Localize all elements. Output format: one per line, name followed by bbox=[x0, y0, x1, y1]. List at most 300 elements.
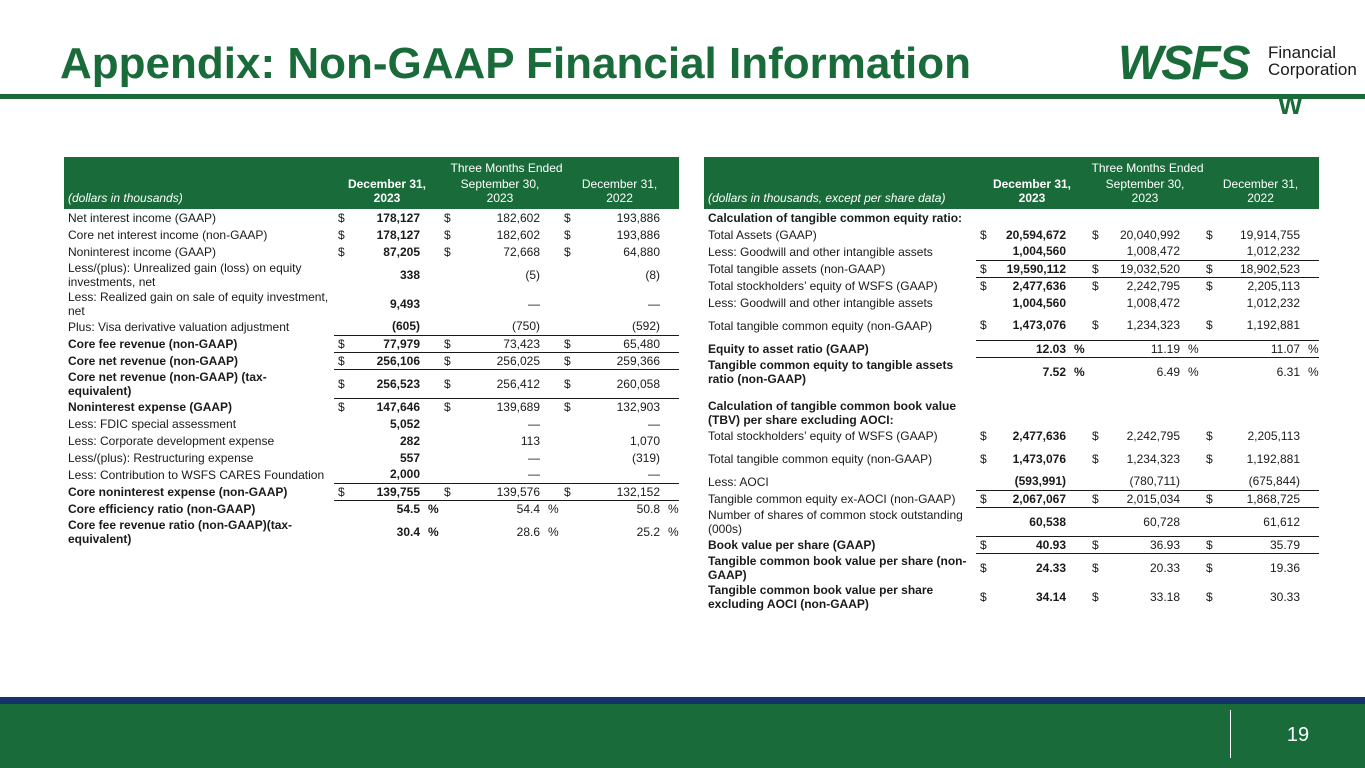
row-value: 139,755 bbox=[346, 483, 424, 500]
percent-sign bbox=[1304, 260, 1319, 277]
percent-sign bbox=[1184, 582, 1202, 611]
row-value: 19,914,755 bbox=[1239, 227, 1300, 242]
percent-sign bbox=[544, 352, 560, 369]
row-value: 182,602 bbox=[496, 210, 540, 225]
currency-symbol: $ bbox=[1202, 277, 1214, 294]
currency-symbol bbox=[334, 517, 346, 546]
row-value: 33.18 bbox=[1149, 589, 1180, 604]
row-value: 1,473,076 bbox=[1012, 318, 1066, 333]
table-row bbox=[704, 536, 1319, 553]
percent-sign bbox=[544, 226, 560, 243]
row-value: 132,903 bbox=[572, 398, 664, 415]
currency-symbol: $ bbox=[1202, 536, 1214, 553]
table-row bbox=[64, 369, 679, 398]
percent-sign bbox=[1184, 226, 1202, 243]
row-value: 338 bbox=[399, 267, 420, 282]
currency-symbol bbox=[440, 260, 452, 289]
currency-symbol bbox=[1202, 294, 1214, 311]
currency-symbol: $ bbox=[1088, 553, 1100, 582]
row-value: (5) bbox=[525, 267, 540, 282]
percent-sign bbox=[1070, 427, 1088, 444]
currency-symbol bbox=[976, 243, 988, 260]
row-label: Total tangible assets (non-GAAP) bbox=[708, 261, 886, 276]
column-header: December 31, 2023 bbox=[334, 175, 440, 209]
row-label: Less: Contribution to WSFS CARES Foundation bbox=[68, 467, 325, 482]
row-value: — bbox=[528, 416, 540, 431]
section-heading: Calculation of tangible common equity ratio: bbox=[708, 210, 963, 225]
currency-symbol: $ bbox=[560, 483, 572, 500]
row-value: (593,991) bbox=[1014, 474, 1066, 489]
currency-symbol: $ bbox=[1092, 428, 1099, 443]
percent-sign bbox=[1184, 490, 1202, 507]
percent-sign: % bbox=[1304, 357, 1319, 386]
row-value: 178,127 bbox=[376, 210, 420, 225]
currency-symbol bbox=[440, 449, 452, 466]
percent-sign bbox=[544, 449, 560, 466]
percent-sign bbox=[1070, 536, 1088, 553]
currency-symbol bbox=[976, 473, 988, 490]
row-label: Equity to asset ratio (GAAP) bbox=[708, 341, 869, 356]
row-label: Core efficiency ratio (non-GAAP) bbox=[68, 501, 256, 516]
row-value: — bbox=[528, 450, 540, 465]
currency-symbol: $ bbox=[338, 210, 345, 225]
currency-symbol: $ bbox=[560, 369, 572, 398]
percent-sign bbox=[1304, 294, 1319, 311]
percent-sign bbox=[424, 432, 440, 449]
column-header: December 31, 2022 bbox=[1202, 175, 1319, 209]
table-row bbox=[704, 490, 1319, 507]
row-label: Total Assets (GAAP) bbox=[708, 227, 817, 242]
currency-symbol: $ bbox=[1088, 490, 1100, 507]
row-value: 20.33 bbox=[1100, 553, 1184, 582]
currency-symbol bbox=[334, 289, 346, 318]
currency-symbol bbox=[440, 500, 452, 517]
logo-w-icon: W bbox=[1278, 90, 1303, 120]
row-value: 193,886 bbox=[616, 210, 660, 225]
currency-symbol: $ bbox=[1092, 589, 1099, 604]
percent-sign bbox=[664, 466, 679, 483]
row-value: 1,473,076 bbox=[1012, 451, 1066, 466]
row-value: 113 bbox=[520, 433, 540, 448]
percent-sign: % bbox=[548, 524, 559, 539]
currency-symbol: $ bbox=[444, 244, 451, 259]
percent-sign bbox=[424, 335, 440, 352]
currency-symbol bbox=[560, 500, 572, 517]
row-value: — bbox=[528, 296, 540, 311]
row-label: Core net interest income (non-GAAP) bbox=[68, 227, 268, 242]
table-row bbox=[704, 226, 1319, 243]
percent-sign: % bbox=[1070, 357, 1088, 386]
row-label: Total stockholders’ equity of WSFS (GAAP) bbox=[708, 428, 938, 443]
currency-symbol: $ bbox=[976, 536, 988, 553]
table-row bbox=[64, 243, 679, 260]
row-value: 1,004,560 bbox=[1012, 244, 1066, 259]
percent-sign bbox=[1184, 444, 1202, 473]
currency-symbol: $ bbox=[980, 451, 987, 466]
currency-symbol bbox=[334, 415, 346, 432]
percent-sign bbox=[1184, 311, 1202, 340]
table-row bbox=[704, 311, 1319, 340]
row-label: Tangible common equity ex-AOCI (non-GAAP) bbox=[708, 491, 956, 506]
row-value: 64,880 bbox=[623, 244, 660, 259]
currency-symbol: $ bbox=[980, 227, 987, 242]
percent-sign bbox=[424, 243, 440, 260]
row-value: 2,205,113 bbox=[1247, 428, 1300, 443]
row-label: Total stockholders’ equity of WSFS (GAAP) bbox=[708, 278, 938, 293]
currency-symbol: $ bbox=[334, 352, 346, 369]
currency-symbol: $ bbox=[980, 589, 987, 604]
percent-sign bbox=[424, 289, 440, 318]
percent-sign bbox=[1184, 507, 1202, 536]
row-label: Number of shares of common stock outstanding (000s) bbox=[708, 507, 963, 536]
currency-symbol: $ bbox=[1088, 277, 1100, 294]
row-value: 40.93 bbox=[988, 536, 1070, 553]
row-value: 73,423 bbox=[452, 335, 544, 352]
super-header: Three Months Ended bbox=[334, 157, 679, 175]
percent-sign bbox=[544, 335, 560, 352]
percent-sign bbox=[424, 398, 440, 415]
percent-sign bbox=[1070, 277, 1088, 294]
row-label: Tangible common book value per share (non-GAAP) bbox=[708, 553, 967, 582]
currency-symbol bbox=[1088, 294, 1100, 311]
row-value: 256,106 bbox=[346, 352, 424, 369]
currency-symbol: $ bbox=[564, 227, 571, 242]
row-value: 60,538 bbox=[988, 507, 1070, 536]
tangible-equity-table bbox=[704, 157, 1319, 611]
currency-symbol bbox=[440, 415, 452, 432]
footer-divider bbox=[1230, 710, 1231, 758]
currency-symbol bbox=[1202, 243, 1214, 260]
row-value: (592) bbox=[631, 319, 660, 334]
row-value: 256,412 bbox=[452, 369, 544, 398]
percent-sign bbox=[1184, 427, 1202, 444]
currency-symbol bbox=[1088, 473, 1100, 490]
row-label: Less: AOCI bbox=[708, 474, 769, 489]
row-label: Core net revenue (non-GAAP) (tax-equivalent) bbox=[68, 369, 267, 398]
row-value: 2,242,795 bbox=[1100, 277, 1184, 294]
currency-symbol bbox=[560, 289, 572, 318]
percent-sign: % bbox=[664, 500, 679, 517]
currency-symbol bbox=[1088, 340, 1100, 357]
row-value: 65,480 bbox=[572, 335, 664, 352]
logo-line1: Financial bbox=[1268, 43, 1337, 62]
percent-sign bbox=[1184, 294, 1202, 311]
currency-symbol: $ bbox=[1092, 227, 1099, 242]
table-row bbox=[64, 289, 679, 318]
column-header: December 31, 2023 bbox=[976, 175, 1088, 209]
percent-sign bbox=[424, 369, 440, 398]
row-label: Less: Realized gain on sale of equity investment, net bbox=[68, 289, 329, 318]
row-label: Less: Goodwill and other intangible assets bbox=[708, 244, 933, 259]
percent-sign bbox=[544, 415, 560, 432]
row-label: Tangible common equity to tangible assets ratio (non-GAAP) bbox=[708, 357, 954, 386]
row-value: 11.19 bbox=[1100, 340, 1184, 357]
percent-sign bbox=[1304, 553, 1319, 582]
row-label: Total tangible common equity (non-GAAP) bbox=[708, 318, 933, 333]
percent-sign bbox=[544, 369, 560, 398]
table-row bbox=[704, 553, 1319, 582]
currency-symbol: $ bbox=[564, 244, 571, 259]
row-value: 19,032,520 bbox=[1100, 260, 1184, 277]
row-label: Core fee revenue (non-GAAP) bbox=[68, 336, 238, 351]
table-row bbox=[704, 427, 1319, 444]
percent-sign bbox=[1070, 553, 1088, 582]
row-value: (780,711) bbox=[1129, 474, 1180, 489]
currency-symbol bbox=[976, 340, 988, 357]
currency-symbol bbox=[1202, 357, 1214, 386]
footer bbox=[0, 704, 1365, 768]
currency-symbol: $ bbox=[1206, 318, 1213, 333]
row-value: 1,070 bbox=[629, 433, 660, 448]
percent-sign bbox=[544, 318, 560, 335]
footer-band bbox=[0, 697, 1365, 704]
currency-symbol: $ bbox=[444, 210, 451, 225]
row-value: 2,477,636 bbox=[1012, 428, 1066, 443]
row-value: 35.79 bbox=[1214, 536, 1304, 553]
row-value: 61,612 bbox=[1214, 507, 1304, 536]
currency-symbol: $ bbox=[976, 277, 988, 294]
percent-sign bbox=[664, 260, 679, 289]
currency-symbol bbox=[1088, 357, 1100, 386]
currency-symbol: $ bbox=[334, 335, 346, 352]
currency-symbol bbox=[560, 517, 572, 546]
row-value: 557 bbox=[399, 450, 420, 465]
percent-sign bbox=[664, 335, 679, 352]
currency-symbol: $ bbox=[334, 398, 346, 415]
currency-symbol bbox=[1088, 243, 1100, 260]
row-value: (675,844) bbox=[1248, 474, 1300, 489]
section-heading-row bbox=[704, 398, 1319, 427]
currency-symbol: $ bbox=[976, 553, 988, 582]
percent-sign bbox=[424, 466, 440, 483]
currency-symbol: $ bbox=[440, 369, 452, 398]
percent-sign bbox=[1070, 260, 1088, 277]
currency-symbol: $ bbox=[976, 490, 988, 507]
page-number: 19 bbox=[1286, 724, 1310, 746]
percent-sign bbox=[664, 226, 679, 243]
table-row bbox=[704, 507, 1319, 536]
row-label: Noninterest expense (GAAP) bbox=[68, 399, 233, 414]
row-value: 2,205,113 bbox=[1214, 277, 1304, 294]
percent-sign bbox=[664, 318, 679, 335]
percent-sign bbox=[1304, 536, 1319, 553]
percent-sign bbox=[1304, 277, 1319, 294]
row-value: (319) bbox=[631, 450, 660, 465]
percent-sign bbox=[424, 209, 440, 226]
row-value: 256,025 bbox=[452, 352, 544, 369]
row-value: 2,477,636 bbox=[988, 277, 1070, 294]
row-label: Noninterest income (GAAP) bbox=[68, 244, 217, 259]
percent-sign bbox=[1070, 243, 1088, 260]
row-value: 1,868,725 bbox=[1214, 490, 1304, 507]
percent-sign bbox=[1304, 507, 1319, 536]
wsfs-logo bbox=[1118, 37, 1357, 120]
percent-sign: % bbox=[1304, 340, 1319, 357]
table-row bbox=[64, 500, 679, 517]
percent-sign bbox=[424, 318, 440, 335]
row-value: 259,366 bbox=[572, 352, 664, 369]
currency-symbol bbox=[334, 318, 346, 335]
currency-symbol: $ bbox=[1088, 536, 1100, 553]
row-value: — bbox=[528, 467, 540, 482]
row-label: Less: Goodwill and other intangible assets bbox=[708, 295, 933, 310]
currency-symbol: $ bbox=[1206, 451, 1213, 466]
currency-symbol bbox=[1202, 473, 1214, 490]
percent-sign bbox=[544, 398, 560, 415]
row-value: 178,127 bbox=[376, 227, 420, 242]
percent-sign bbox=[664, 415, 679, 432]
currency-symbol bbox=[440, 466, 452, 483]
table-row bbox=[704, 243, 1319, 260]
table-row bbox=[704, 444, 1319, 473]
row-value: 36.93 bbox=[1100, 536, 1184, 553]
percent-sign: % bbox=[1070, 340, 1088, 357]
currency-symbol: $ bbox=[564, 210, 571, 225]
row-value: 25.2 bbox=[636, 524, 660, 539]
row-value: 24.33 bbox=[988, 553, 1070, 582]
section-heading-row bbox=[704, 209, 1319, 226]
table-row bbox=[704, 277, 1319, 294]
row-value: 11.07 bbox=[1214, 340, 1304, 357]
percent-sign bbox=[1070, 473, 1088, 490]
percent-sign bbox=[424, 352, 440, 369]
row-value: 18,902,523 bbox=[1214, 260, 1304, 277]
row-value: 19.36 bbox=[1214, 553, 1304, 582]
currency-symbol: $ bbox=[1202, 553, 1214, 582]
percent-sign bbox=[664, 369, 679, 398]
currency-symbol: $ bbox=[440, 398, 452, 415]
row-label: Plus: Visa derivative valuation adjustment bbox=[68, 319, 290, 334]
percent-sign bbox=[1304, 444, 1319, 473]
row-value: 7.52 bbox=[988, 357, 1070, 386]
row-value: 2,015,034 bbox=[1100, 490, 1184, 507]
row-value: 28.6 bbox=[516, 524, 540, 539]
percent-sign bbox=[544, 243, 560, 260]
row-value: 139,689 bbox=[452, 398, 544, 415]
row-value: 260,058 bbox=[572, 369, 664, 398]
logo-line2: Corporation bbox=[1268, 60, 1357, 79]
currency-symbol bbox=[560, 318, 572, 335]
currency-symbol bbox=[560, 449, 572, 466]
percent-sign bbox=[424, 415, 440, 432]
row-value: 1,234,323 bbox=[1126, 318, 1180, 333]
percent-sign bbox=[544, 260, 560, 289]
table-row bbox=[64, 483, 679, 500]
percent-sign bbox=[1070, 311, 1088, 340]
label-header: (dollars in thousands) bbox=[64, 175, 334, 209]
percent-sign bbox=[664, 243, 679, 260]
row-label: Less/(plus): Restructuring expense bbox=[68, 450, 254, 465]
currency-symbol: $ bbox=[560, 352, 572, 369]
percent-sign bbox=[664, 289, 679, 318]
percent-sign bbox=[544, 209, 560, 226]
row-label: Net interest income (GAAP) bbox=[68, 210, 217, 225]
row-value: 54.5 bbox=[346, 500, 424, 517]
table-row bbox=[64, 466, 679, 483]
column-header: September 30, 2023 bbox=[440, 175, 560, 209]
currency-symbol bbox=[560, 415, 572, 432]
row-label: Core noninterest expense (non-GAAP) bbox=[68, 484, 288, 499]
table-row bbox=[704, 357, 1319, 386]
table-row bbox=[64, 226, 679, 243]
table-row bbox=[64, 415, 679, 432]
row-value: (750) bbox=[511, 319, 540, 334]
currency-symbol: $ bbox=[440, 335, 452, 352]
table-row bbox=[64, 335, 679, 352]
row-value: (605) bbox=[391, 319, 420, 334]
table-row bbox=[64, 318, 679, 335]
row-value: 282 bbox=[399, 433, 420, 448]
row-value: 2,000 bbox=[389, 467, 420, 482]
table-row bbox=[64, 517, 679, 546]
row-value: 1,192,881 bbox=[1246, 451, 1300, 466]
row-value: 20,040,992 bbox=[1119, 227, 1180, 242]
currency-symbol bbox=[440, 432, 452, 449]
row-value: 60,728 bbox=[1100, 507, 1184, 536]
percent-sign bbox=[1184, 243, 1202, 260]
row-value: 30.4 bbox=[396, 524, 420, 539]
currency-symbol bbox=[440, 289, 452, 318]
percent-sign bbox=[424, 483, 440, 500]
percent-sign bbox=[544, 289, 560, 318]
row-value: 50.8 bbox=[572, 500, 664, 517]
percent-sign bbox=[1070, 294, 1088, 311]
row-value: 1,012,232 bbox=[1246, 244, 1300, 259]
percent-sign bbox=[1304, 226, 1319, 243]
currency-symbol bbox=[334, 466, 346, 483]
row-label: Book value per share (GAAP) bbox=[708, 537, 876, 552]
row-label: Less/(plus): Unrealized gain (loss) on equity investments, net bbox=[68, 260, 302, 289]
currency-symbol bbox=[334, 432, 346, 449]
currency-symbol: $ bbox=[1088, 260, 1100, 277]
row-value: — bbox=[648, 416, 660, 431]
row-value: 1,012,232 bbox=[1246, 295, 1300, 310]
currency-symbol: $ bbox=[334, 369, 346, 398]
currency-symbol: $ bbox=[1206, 589, 1213, 604]
percent-sign bbox=[544, 466, 560, 483]
currency-symbol bbox=[334, 449, 346, 466]
percent-sign bbox=[1304, 473, 1319, 490]
row-value: 132,152 bbox=[572, 483, 664, 500]
row-label: Less: Corporate development expense bbox=[68, 433, 275, 448]
row-value: 87,205 bbox=[383, 244, 420, 259]
table-row bbox=[704, 260, 1319, 277]
row-value: 5,052 bbox=[389, 416, 420, 431]
currency-symbol: $ bbox=[1202, 260, 1214, 277]
row-value: — bbox=[648, 467, 660, 482]
percent-sign: % bbox=[1184, 357, 1202, 386]
row-value: — bbox=[648, 296, 660, 311]
row-value: 193,886 bbox=[616, 227, 660, 242]
row-label: Core net revenue (non-GAAP) bbox=[68, 353, 239, 368]
percent-sign bbox=[1304, 311, 1319, 340]
row-value: 19,590,112 bbox=[988, 260, 1070, 277]
row-value: 1,192,881 bbox=[1246, 318, 1300, 333]
row-value: 12.03 bbox=[988, 340, 1070, 357]
currency-symbol: $ bbox=[980, 318, 987, 333]
table-row bbox=[704, 582, 1319, 611]
currency-symbol bbox=[976, 507, 988, 536]
currency-symbol: $ bbox=[1206, 227, 1213, 242]
logo-subtitle bbox=[1268, 44, 1357, 78]
currency-symbol bbox=[440, 517, 452, 546]
row-value: 20,594,672 bbox=[1005, 227, 1066, 242]
row-value: 30.33 bbox=[1269, 589, 1300, 604]
currency-symbol: $ bbox=[444, 227, 451, 242]
table-row bbox=[64, 260, 679, 289]
row-value: 1,008,472 bbox=[1126, 244, 1180, 259]
percent-sign: % bbox=[668, 524, 679, 539]
